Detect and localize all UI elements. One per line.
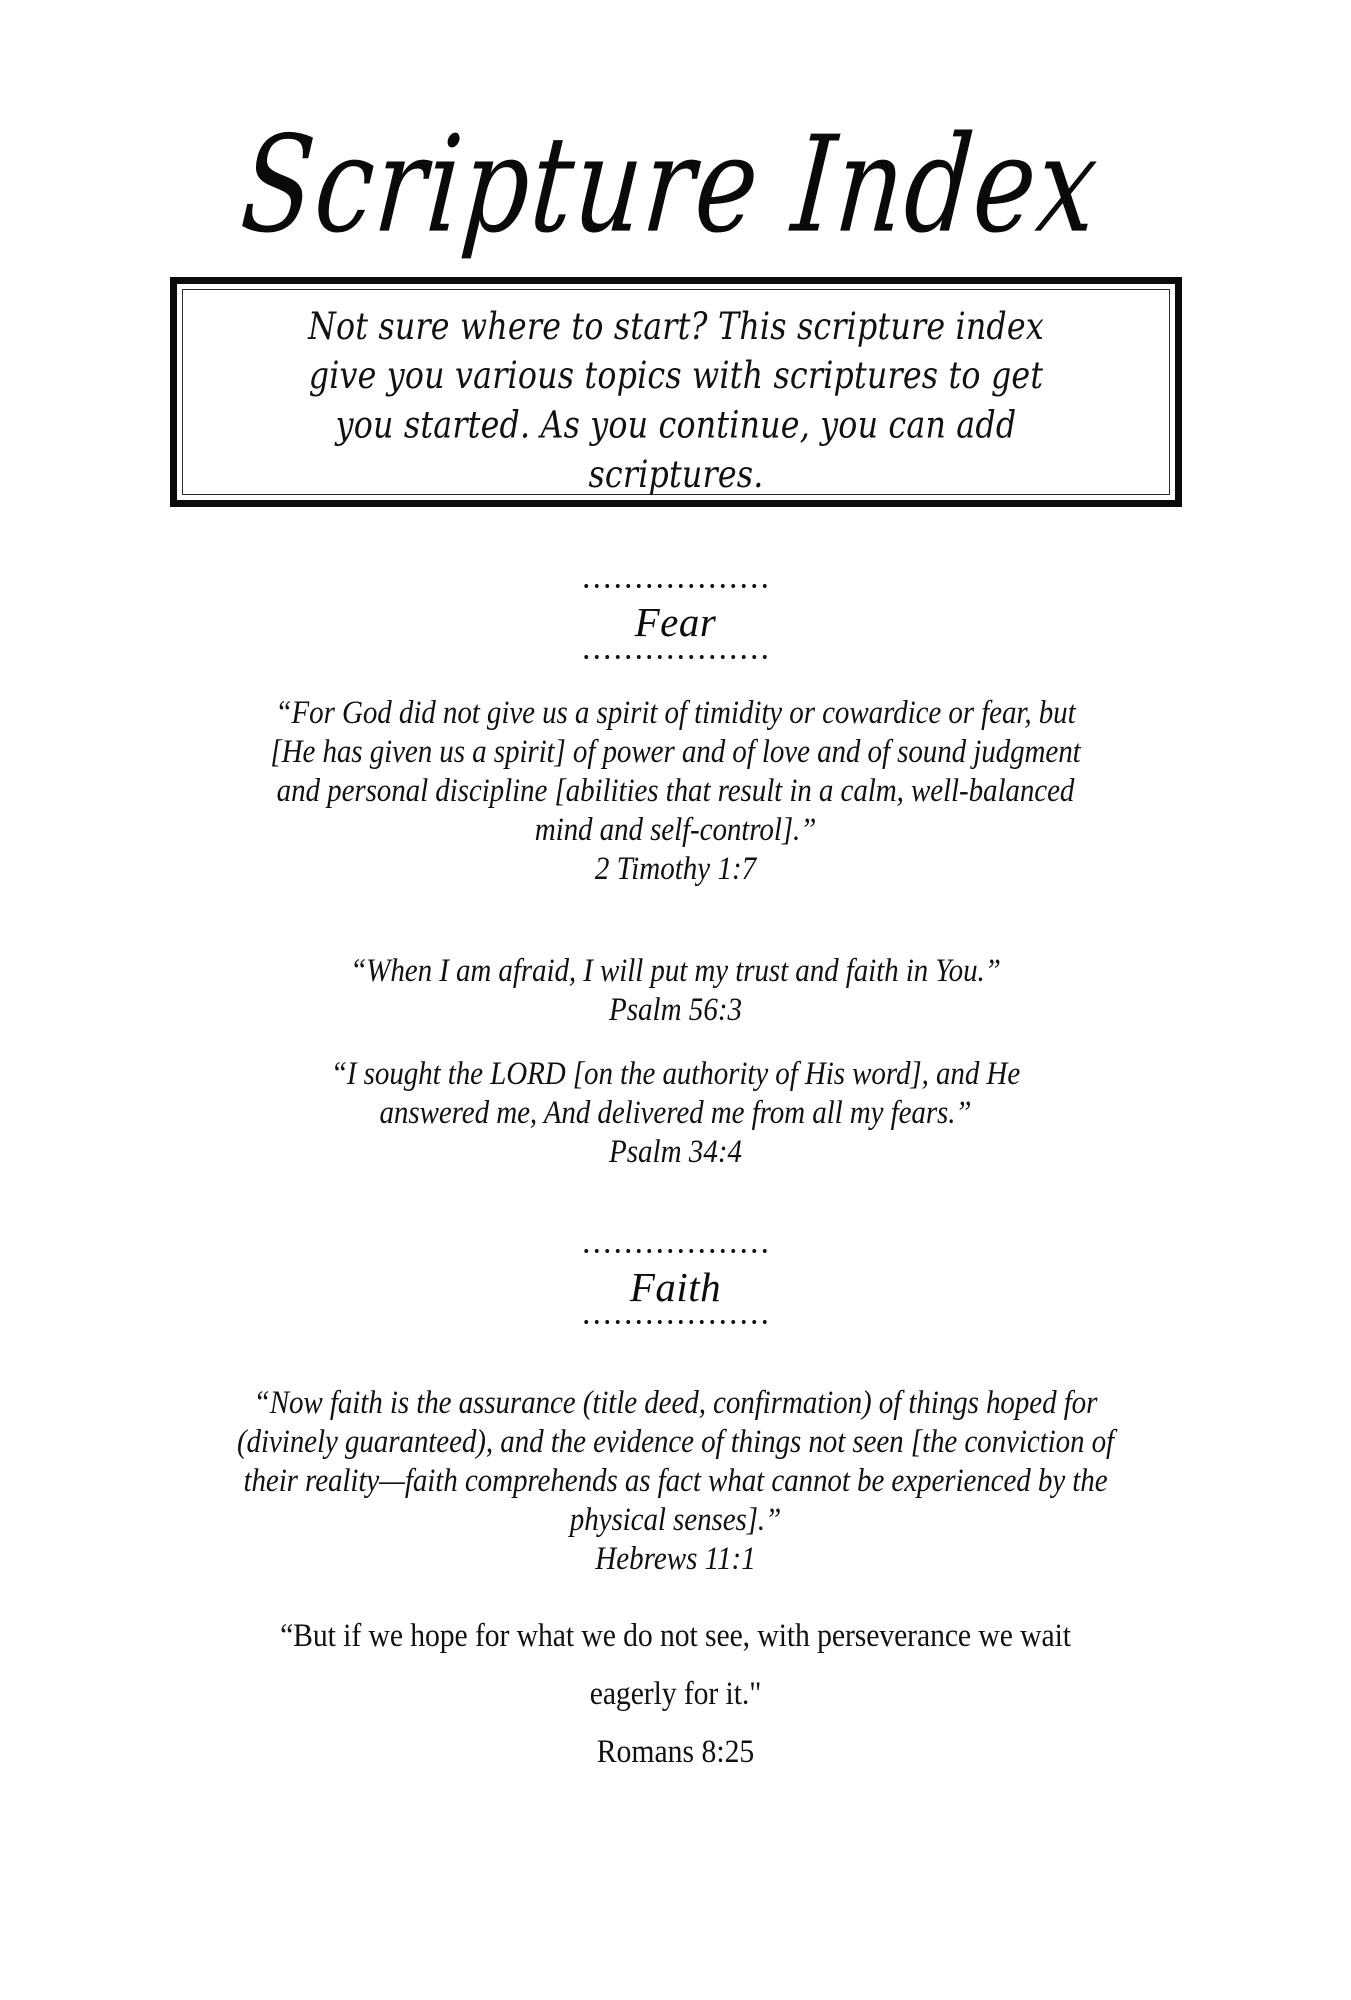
intro-text: [228, 302, 1125, 499]
intro-line: Not sure where to start? This scripture index: [308, 304, 1044, 348]
intro-line: give you various topics with scriptures to get: [308, 353, 1044, 398]
verse-line: mind and self-control].”: [534, 811, 817, 848]
verse-2-timothy-1-7: [0, 694, 1351, 889]
verse-line: their reality—faith comprehends as fact what cannot be experienced by the: [243, 1462, 1108, 1499]
verse-reference: 2 Timothy 1:7: [594, 850, 757, 887]
verse-reference: Hebrews 11:1: [595, 1540, 756, 1577]
verse-line: “But if we hope for what we do not see, with perseverance we wait: [280, 1618, 1071, 1654]
verse-line: “For God did not give us a spirit of timidity or cowardice or fear, but: [275, 695, 1076, 731]
intro-box: [170, 277, 1182, 507]
verse-line: physical senses].”: [569, 1501, 782, 1538]
intro-line: you started. As you continue, you can add: [335, 402, 1017, 447]
page-title-word-2: Index: [786, 106, 1105, 263]
verse-hebrews-11-1: [0, 1384, 1351, 1579]
verse-line: eagerly for it.": [589, 1675, 762, 1712]
verse-psalm-34-4: [0, 1055, 1351, 1172]
dotted-rule-top: [581, 1246, 771, 1256]
page-title-wrap: [0, 106, 1351, 263]
section-title: Fear: [634, 599, 717, 645]
page-title: [235, 106, 1105, 263]
verse-line: answered me, And delivered me from all my fears.”: [379, 1094, 972, 1131]
dotted-rule-bottom: [581, 652, 771, 662]
section-title: Faith: [629, 1264, 722, 1310]
verse-reference: Psalm 56:3: [608, 991, 743, 1028]
page-title-word-1: Scripture: [235, 106, 766, 263]
verse-line: “Now faith is the assurance (title deed, confirmation) of things hoped for: [253, 1385, 1098, 1421]
verse-psalm-56-3: [0, 952, 1351, 1030]
verse-line: (divinely guaranteed), and the evidence of things not seen [the conviction of: [236, 1423, 1115, 1460]
verse-reference: Psalm 34:4: [608, 1133, 743, 1170]
intro-line: scriptures.: [588, 451, 764, 496]
verse-line: “When I am afraid, I will put my trust and faith in You.”: [350, 953, 1001, 989]
verse-romans-8-25: [0, 1608, 1351, 1781]
verse-line: “I sought the LORD [on the authority of His word], and He: [330, 1056, 1021, 1092]
section-header-faith: [0, 1246, 1351, 1327]
dotted-rule-bottom: [581, 1317, 771, 1327]
section-header-fear: [0, 581, 1351, 662]
intro-box-inner-border: [182, 289, 1170, 495]
verse-reference: Romans 8:25: [596, 1733, 755, 1770]
verse-line: [He has given us a spirit] of power and of love and of sound judgment: [270, 733, 1081, 770]
verse-line: and personal discipline [abilities that result in a calm, well-balanced: [276, 772, 1075, 809]
dotted-rule-top: [581, 581, 771, 591]
